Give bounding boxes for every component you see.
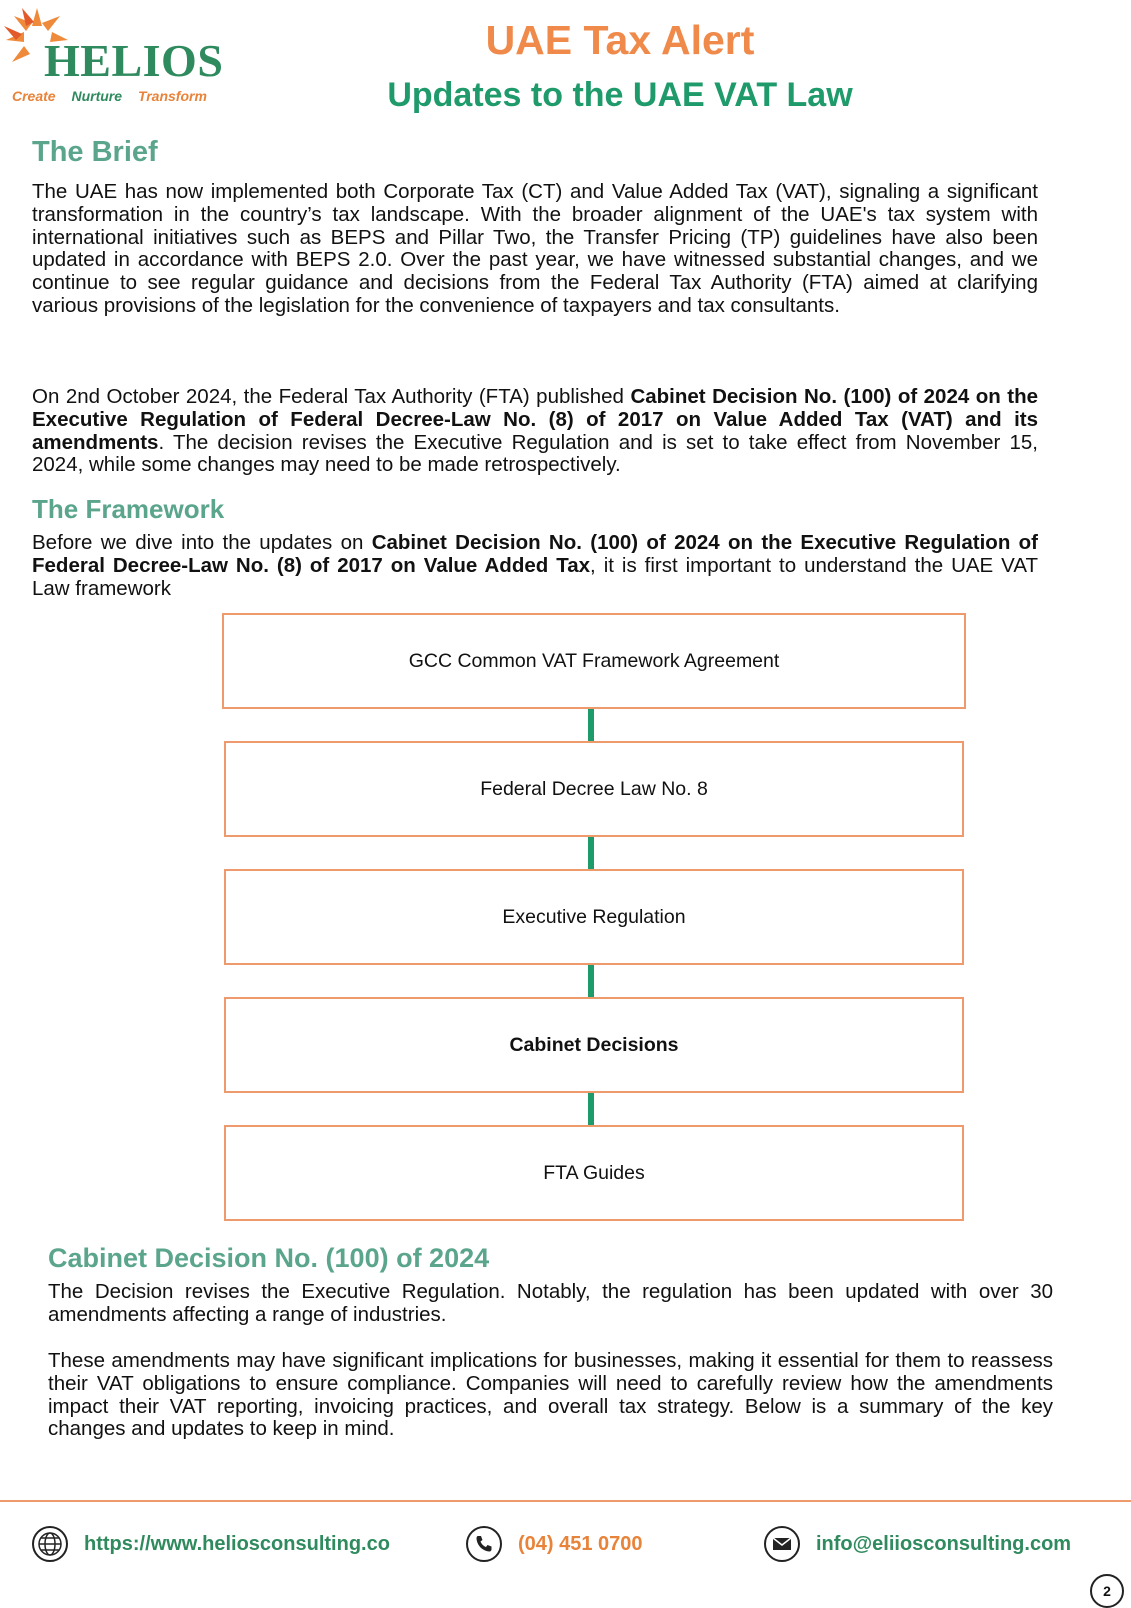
phone-icon (466, 1526, 502, 1562)
footer-email[interactable] (764, 1526, 1071, 1562)
diagram-connector (588, 709, 594, 741)
page-subtitle: Updates to the UAE VAT Law (387, 76, 853, 114)
cabinet-paragraph-2: These amendments may have significant implications for businesses, making it essential for them to reassess their VAT obligations to ensure compliance. Companies will need to carefully review how the amendments impact their VAT reporting, invoicing practices, and overall tax strategy. Below is a summary of the key changes and updates to keep in mind. (48, 1349, 1053, 1441)
framework-text-end: , it is first important to understand the UAE VAT Law framework (32, 553, 1039, 600)
diagram-connector (588, 1093, 594, 1125)
cabinet-paragraph-1: The Decision revises the Executive Regulation. Notably, the regulation has been updated with over 30 amendments affecting a range of industries. (48, 1280, 1053, 1326)
page-number: 2 (1090, 1574, 1124, 1608)
brief-paragraph: The UAE has now implemented both Corporate Tax (CT) and Value Added Tax (VAT), signaling a significant transformation in the country’s tax landscape. With the broader alignment of the UAE's tax system with international initiatives such as BEPS and Pillar Two, the Transfer Pricing (TP) guidelines have also been updated in accordance with BEPS 2.0. Over the past year, we have witnessed substantial changes, and we continue to see regular guidance and decisions from the Federal Tax Authority (FTA) aimed at clarifying various provisions of the legislation for the convenience of taxpayers and tax consultants. (32, 180, 1038, 317)
email-link[interactable]: info@eliiosconsulting.com (816, 1532, 1072, 1555)
october-text-start: On 2nd October 2024, the Federal Tax Authority (FTA) published (32, 385, 631, 408)
helios-wordmark: HELIOS (44, 35, 224, 86)
diagram-connector (588, 837, 594, 869)
footer-divider (0, 1500, 1131, 1502)
footer-website[interactable] (32, 1526, 390, 1562)
mail-icon (764, 1526, 800, 1562)
logo-tagline (12, 88, 219, 104)
october-paragraph (32, 386, 1038, 477)
brief-heading: The Brief (32, 136, 158, 168)
footer-phone[interactable] (466, 1526, 643, 1562)
website-link[interactable]: https://www.heliosconsulting.co (84, 1532, 390, 1555)
tagline-transform: Transform (137, 88, 207, 104)
cabinet-heading: Cabinet Decision No. (100) of 2024 (48, 1243, 490, 1273)
helios-logo (0, 0, 240, 115)
framework-heading: The Framework (32, 494, 225, 524)
framework-text-start: Before we dive into the updates on (32, 531, 372, 554)
october-text-bold: Cabinet Decision No. (100) of 2024 on the Executive Regulation of Federal Decree-Law No. (8) of 2017 on Value Added Tax (VAT) and its amendments (32, 385, 1038, 454)
globe-icon (32, 1526, 68, 1562)
diagram-box-gcc: GCC Common VAT Framework Agreement (222, 613, 966, 709)
phone-number[interactable]: (04) 451 0700 (518, 1532, 643, 1555)
tagline-nurture: Nurture (71, 88, 123, 104)
diagram-box-cabinet-decisions: Cabinet Decisions (224, 997, 964, 1093)
framework-text-bold: Cabinet Decision No. (100) of 2024 on the Executive Regulation of Federal Decree-Law No. (8) of 2017 on Value Added Tax (32, 531, 1039, 577)
diagram-box-executive-regulation: Executive Regulation (224, 869, 964, 965)
october-text-end: . The decision revises the Executive Regulation and is set to take effect from November 15, 2024, while some changes may need to be made retrospectively. (32, 430, 1038, 477)
page-title: UAE Tax Alert (485, 17, 755, 63)
framework-paragraph (32, 532, 1038, 600)
diagram-box-fta-guides: FTA Guides (224, 1125, 964, 1221)
diagram-connector (588, 965, 594, 997)
diagram-box-decree-law: Federal Decree Law No. 8 (224, 741, 964, 837)
tagline-create: Create (12, 88, 56, 104)
